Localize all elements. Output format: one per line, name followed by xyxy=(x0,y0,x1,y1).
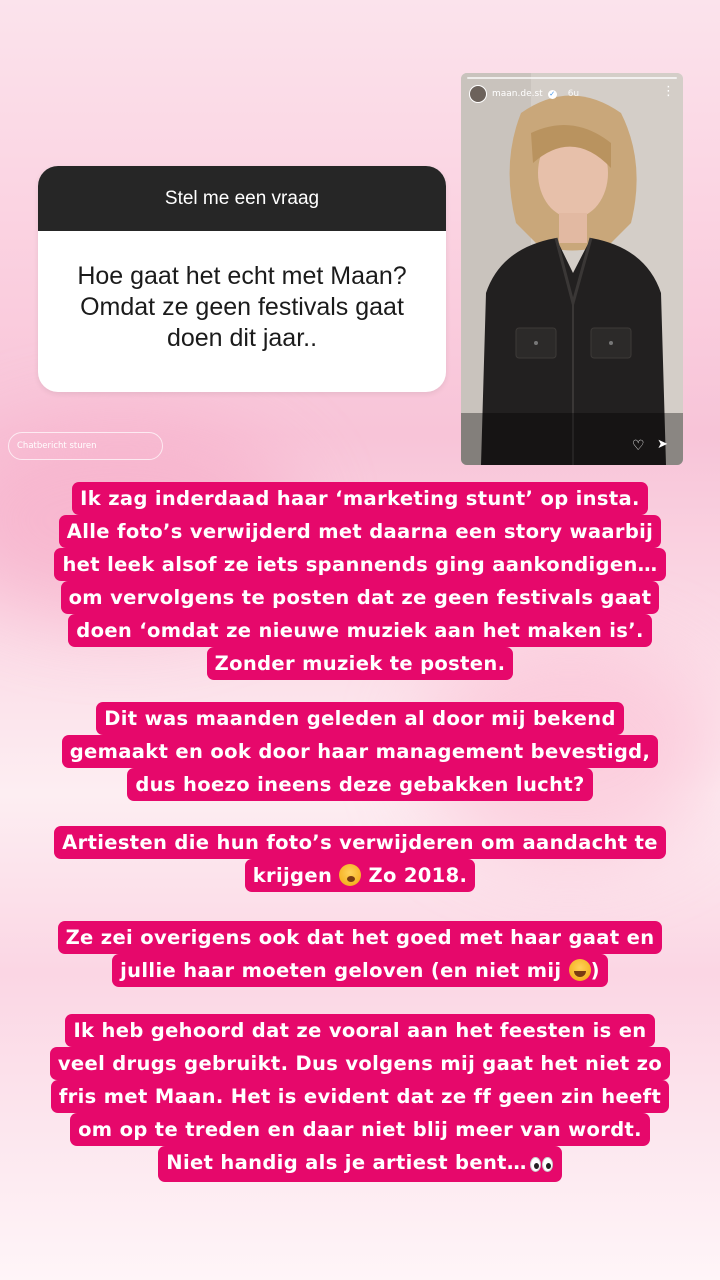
text-line: Zonder muziek te posten. xyxy=(207,647,514,680)
question-text: Hoe gaat het echt met Maan? Omdat ze geen festivals gaat doen dit jaar.. xyxy=(77,262,407,352)
text-line-with-emoji xyxy=(245,859,476,892)
text-block-4 xyxy=(0,921,720,987)
text-line: het leek alsof ze iets spannends ging aankondigen… xyxy=(54,548,665,581)
story-progress-bar xyxy=(467,77,677,79)
story-photo xyxy=(461,73,683,465)
tears-of-joy-emoji-icon xyxy=(569,959,591,981)
story-reply-input[interactable] xyxy=(8,432,163,460)
verified-icon: ✓ xyxy=(549,89,556,98)
story-reply-placeholder: Chatbericht sturen xyxy=(17,441,97,451)
text-block-5 xyxy=(0,1014,720,1182)
story-username[interactable]: maan.de.st xyxy=(492,89,543,99)
avatar[interactable] xyxy=(469,85,487,103)
text-fragment: ) xyxy=(590,959,600,982)
story-time: 6u xyxy=(567,89,580,99)
eyes-emoji-icon xyxy=(527,1149,554,1182)
more-options-icon[interactable]: ⋮ xyxy=(662,84,675,99)
question-sticker-header: Stel me een vraag xyxy=(38,166,446,231)
send-icon[interactable]: ➤ xyxy=(657,437,668,452)
text-line: veel drugs gebruikt. Dus volgens mij gaat het niet zo xyxy=(50,1047,670,1080)
text-line-with-emoji xyxy=(158,1146,561,1182)
text-fragment: Niet handig als je artiest bent… xyxy=(166,1151,527,1174)
text-fragment: krijgen xyxy=(252,864,333,887)
text-line: Ze zei overigens ook dat het goed met haar gaat en xyxy=(58,921,663,954)
text-block-3 xyxy=(0,826,720,892)
text-line: dus hoezo ineens deze gebakken lucht? xyxy=(127,768,592,801)
text-line: om op te treden en daar niet blij meer van wordt. xyxy=(70,1113,650,1146)
text-line: Artiesten die hun foto’s verwijderen om aandacht te xyxy=(54,826,666,859)
yawning-face-emoji-icon xyxy=(339,864,361,886)
text-line: fris met Maan. Het is evident dat ze ff geen zin heeft xyxy=(51,1080,669,1113)
question-sticker xyxy=(38,166,446,392)
text-line: om vervolgens te posten dat ze geen festivals gaat xyxy=(61,581,660,614)
story-header xyxy=(469,85,579,103)
text-fragment: Zo 2018. xyxy=(368,864,468,887)
text-block-2 xyxy=(0,702,720,801)
text-line: gemaakt en ook door haar management bevestigd, xyxy=(62,735,659,768)
text-line-with-emoji xyxy=(112,954,608,987)
text-line: Ik zag inderdaad haar ‘marketing stunt’ op insta. xyxy=(72,482,648,515)
text-fragment: jullie haar moeten geloven (en niet mij xyxy=(120,959,562,982)
story-screenshot xyxy=(461,73,683,465)
text-line: Ik heb gehoord dat ze vooral aan het feesten is en xyxy=(65,1014,654,1047)
text-line: Alle foto’s verwijderd met daarna een story waarbij xyxy=(59,515,661,548)
text-line: Dit was maanden geleden al door mij bekend xyxy=(96,702,624,735)
text-line: doen ‘omdat ze nieuwe muziek aan het maken is’. xyxy=(68,614,651,647)
text-block-1 xyxy=(0,482,720,680)
heart-icon[interactable]: ♡ xyxy=(632,438,645,454)
